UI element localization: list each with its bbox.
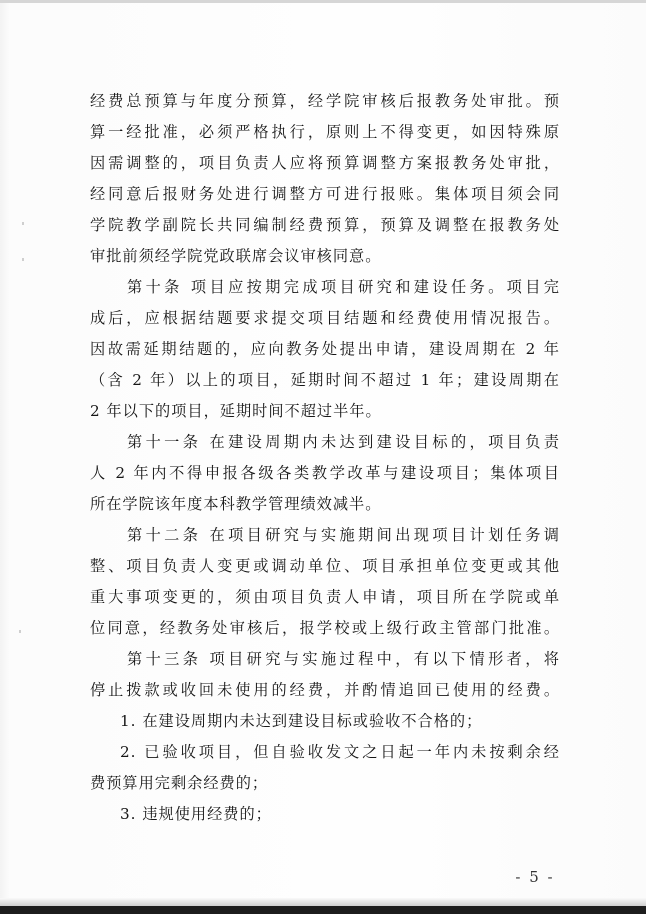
body-text (90, 86, 560, 830)
text-line: 成后，应根据结题要求提交项目结题和经费使用情况报告。 (90, 309, 560, 327)
text-line: 整、项目负责人变更或调动单位、项目承担单位变更或其他 (90, 557, 560, 575)
text-line: 经同意后报财务处进行调整方可进行报账。集体项目须会同 (90, 185, 560, 203)
article-heading-line: 第十条 项目应按期完成项目研究和建设任务。项目完 (127, 278, 560, 296)
text-line: （含 2 年）以上的项目，延期时间不超过 1 年；建设周期在 (90, 371, 560, 389)
article-heading-line: 第十二条 在项目研究与实施期间出现项目计划任务调 (127, 526, 560, 544)
text-line: 学院教学副院长共同编制经费预算，预算及调整在报教务处 (90, 216, 560, 234)
text-line: 人 2 年内不得申报各级各类教学改革与建设项目；集体项目 (90, 464, 560, 482)
text-line: 位同意，经教务处审核后，报学校或上级行政主管部门批准。 (90, 619, 560, 637)
text-line: 2 年以下的项目，延期时间不超过半年。 (90, 402, 382, 420)
scan-speck (22, 258, 24, 261)
text-line: 重大事项变更的，须由项目负责人申请，项目所在学院或单 (90, 588, 560, 606)
article-heading-line: 第十三条 项目研究与实施过程中，有以下情形者，将 (127, 650, 560, 668)
list-item: 1. 在建设周期内未达到建设目标或验收不合格的； (120, 712, 483, 730)
text-line: 停止拨款或收回未使用的经费，并酌情追回已使用的经费。 (90, 681, 560, 699)
page-top-edge (0, 0, 646, 3)
page-bottom-shadow (0, 898, 646, 906)
text-line: 费预算用完剩余经费的； (90, 774, 269, 792)
text-line: 所在学院该年度本科教学管理绩效减半。 (90, 495, 382, 513)
page-number: - 5 - (515, 868, 555, 886)
scan-speck (19, 630, 21, 633)
text-line: 因需调整的，项目负责人应将预算调整方案报教务处审批， (90, 154, 560, 172)
text-line: 算一经批准，必须严格执行，原则上不得变更，如因特殊原 (90, 123, 560, 141)
list-item: 3. 违规使用经费的； (120, 805, 272, 823)
text-line: 审批前须经学院党政联席会议审核同意。 (90, 247, 382, 265)
list-item: 2. 已验收项目，但自验收发文之日起一年内未按剩余经 (120, 743, 560, 761)
text-line: 经费总预算与年度分预算，经学院审核后报教务处审批。预 (90, 92, 560, 110)
article-heading-line: 第十一条 在建设周期内未达到建设目标的，项目负责 (127, 433, 560, 451)
scan-speck (22, 222, 24, 225)
page-bottom-edge (0, 906, 646, 914)
text-line: 因故需延期结题的，应向教务处提出申请，建设周期在 2 年 (90, 340, 560, 358)
